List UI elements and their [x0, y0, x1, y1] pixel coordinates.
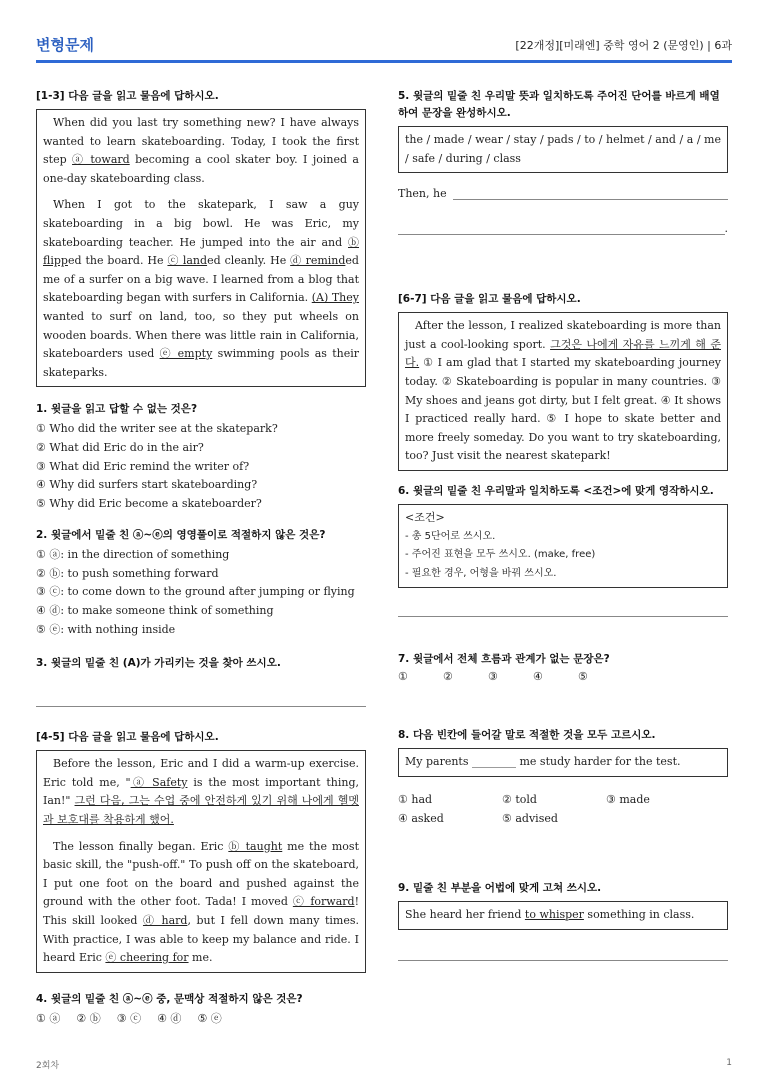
- conditions-title: <조건>: [405, 510, 445, 524]
- sentence-box-8: My parents ________ me study harder for the test.: [398, 748, 728, 777]
- underline-9: to whisper: [524, 908, 584, 922]
- passage-2-para-1: Before the lesson, Eric and I did a warm-up exercise. Eric told me, "ⓐ Safety is the most important thing, Ian!" 그런 다음, 그는 수업 중에 안전하게 있기 위해 나에게 헬멧과 보호대를 착용하게 했어.: [43, 757, 359, 827]
- underline-A: (A) They: [311, 291, 359, 305]
- question-6: 6. 윗글의 밑줄 친 우리말과 일치하도록 <조건>에 맞게 영작하시오.: [398, 484, 714, 497]
- underline-c: ⓒ forward: [292, 895, 355, 909]
- page-title: 변형문제: [36, 36, 94, 54]
- option[interactable]: ②: [443, 670, 453, 684]
- answer-line-5b[interactable]: [398, 220, 725, 235]
- condition: - 총 5단어로 쓰시오.: [405, 530, 496, 542]
- right-column: [398, 88, 728, 961]
- section-heading-1-3: [1-3] 다음 글을 읽고 물음에 답하시오.: [36, 90, 219, 102]
- option[interactable]: ④ Why did surfers start skateboarding?: [36, 478, 258, 492]
- option[interactable]: ⑤: [578, 670, 588, 684]
- question-4-options: [36, 1010, 366, 1029]
- header-divider: [36, 60, 732, 63]
- underline-a: ⓐ toward: [72, 153, 130, 167]
- footer-round: 2회차: [36, 1061, 60, 1071]
- course-info: [22개정][미래엔] 중학 영어 2 (문영인) | 6과: [515, 39, 732, 52]
- question-2: 2. 윗글에서 밑줄 친 ⓐ~ⓔ의 영영풀이로 적절하지 않은 것은?: [36, 529, 326, 542]
- question-8: 8. 다음 빈칸에 들어갈 말로 적절한 것을 모두 고르시오.: [398, 729, 656, 742]
- option[interactable]: ① ⓐ: [36, 1011, 61, 1025]
- question-9: 9. 밑줄 친 부분을 어법에 맞게 고쳐 쓰시오.: [398, 882, 602, 895]
- passage-1-para-1: When did you last try something new? I have always wanted to learn skateboarding. Today, I took the first step ⓐ toward becoming a cool skater boy. I joined a one-day skateboarding class.: [43, 116, 359, 185]
- answer-line-3[interactable]: [36, 672, 366, 707]
- conditions-box: [398, 504, 728, 588]
- left-column: [36, 88, 366, 1028]
- question-1: 1. 윗글을 읽고 답할 수 없는 것은?: [36, 403, 198, 416]
- question-7-options: [398, 670, 728, 683]
- option[interactable]: ③: [488, 670, 498, 684]
- option[interactable]: ④ ⓓ: [157, 1011, 182, 1025]
- passage-1-para-2: When I got to the skatepark, I saw a guy skateboarding in a big bowl. He was Eric, my skateboarding teacher. He jumped into the air and ⓑ flipped the board. He ⓒ landed cleanly. He ⓓ reminded me of a surfer on a big wave. I learned from a blog that skateboarding began with surfers in California. (A) They wanted to surf on land, too, so they put wheels on wooden boards. When there was little rain in California, skateboarders used ⓔ empty swimming pools as their skateparks.: [43, 198, 359, 379]
- answer-row-5: Then, he: [398, 185, 728, 200]
- question-2-options: [36, 546, 366, 639]
- option[interactable]: ② ⓑ: to push something forward: [36, 566, 219, 580]
- option[interactable]: ① Who did the writer see at the skatepark?: [36, 422, 278, 436]
- condition: - 주어진 표현을 모두 쓰시오. (make, free): [405, 549, 596, 561]
- answer-line-9[interactable]: [398, 930, 728, 961]
- word-bank-5: the / made / wear / stay / pads / to / helmet / and / a / me / safe / during / class: [398, 126, 728, 173]
- underline-a: ⓐ Safety: [130, 775, 188, 789]
- answer-line-5a[interactable]: [453, 185, 728, 200]
- passage-2: [36, 750, 366, 973]
- passage-3: [398, 312, 728, 471]
- option[interactable]: ⑤ ⓔ: with nothing inside: [36, 622, 176, 636]
- option[interactable]: ⑤ advised: [502, 811, 558, 825]
- question-4: 4. 윗글의 밑줄 친 ⓐ~ⓔ 중, 문맥상 적절하지 않은 것은?: [36, 992, 303, 1005]
- underline-e: ⓔ empty: [159, 347, 213, 361]
- answer-line-6[interactable]: [398, 588, 728, 617]
- question-1-options: [36, 420, 366, 513]
- option[interactable]: ② ⓑ: [76, 1011, 101, 1025]
- underline-e: ⓔ cheering for: [105, 951, 189, 965]
- option[interactable]: ② told: [502, 792, 537, 806]
- underline-b: ⓑ taught: [228, 839, 283, 853]
- underline-korean: 그런 다음, 그는 수업 중에 안전하게 있기 위해 나에게 헬멧과 보호대를 착용하게 했어.: [43, 794, 359, 827]
- passage-1: [36, 109, 366, 387]
- option[interactable]: ③ made: [606, 792, 650, 806]
- underline-d: ⓓ hard: [142, 914, 188, 927]
- option[interactable]: ④ asked: [398, 811, 444, 825]
- question-3: 3. 윗글의 밑줄 친 (A)가 가리키는 것을 찾아 쓰시오.: [36, 657, 281, 670]
- option[interactable]: ③ ⓒ: [116, 1011, 142, 1025]
- option[interactable]: ①: [398, 670, 408, 684]
- sentence-box-9: She heard her friend to whisper something in class.: [398, 901, 728, 930]
- question-5: 5. 윗글의 밑줄 친 우리말 뜻과 일치하도록 주어진 단어를 바르게 배열하여 문장을 완성하시오.: [398, 90, 720, 119]
- condition: - 필요한 경우, 어형을 바꿔 쓰시오.: [405, 567, 557, 579]
- answer-row-5b: .: [398, 220, 728, 235]
- option[interactable]: ⑤ Why did Eric become a skateboarder?: [36, 496, 262, 510]
- question-7: 7. 윗글에서 전체 흐름과 관계가 없는 문장은?: [398, 653, 610, 666]
- page-number: 1: [726, 1058, 732, 1068]
- option[interactable]: ① had: [398, 792, 433, 806]
- passage-3-para: After the lesson, I realized skateboarding is more than just a cool-looking sport. 그것은 나에게 자유를 느끼게 해 준다. ① I am glad that I started my skateboarding journey today. ② Skateboarding is popular in many countries. ③ My shoes and jeans got dirty, but I felt great. ④ It shows I practiced really hard. ⑤ I hope to skate better and more freely someday. Do you want to try skateboarding, too? Just visit the nearest skatepark!: [405, 319, 721, 463]
- section-heading-4-5: [4-5] 다음 글을 읽고 물음에 답하시오.: [36, 731, 219, 744]
- option[interactable]: ④ ⓓ: to make someone think of something: [36, 604, 274, 618]
- passage-2-para-2: The lesson finally began. Eric ⓑ taught me the most basic skill, the "push-off." To push off on the skateboard, I put one foot on the board and pushed against the ground with the other foot. Tada! I moved ⓒ forward! This skill looked ⓓ hard, but I fell down many times. With practice, I was able to keep my balance and ride. I heard Eric ⓔ cheering for me.: [43, 839, 359, 965]
- section-heading-6-7: [6-7] 다음 글을 읽고 물음에 답하시오.: [398, 293, 581, 306]
- option[interactable]: ② What did Eric do in the air?: [36, 440, 204, 454]
- underline-b: ⓑ flipp: [43, 235, 359, 268]
- question-8-options: [398, 791, 728, 828]
- option[interactable]: ③ ⓒ: to come down to the ground after jumping or flying: [36, 585, 355, 599]
- underline-d: ⓓ remind: [290, 254, 346, 268]
- option[interactable]: ⑤ ⓔ: [197, 1011, 222, 1025]
- option[interactable]: ④: [533, 670, 543, 684]
- option[interactable]: ③ What did Eric remind the writer of?: [36, 459, 250, 473]
- underline-c: ⓒ land: [167, 254, 208, 268]
- underline-korean: 그것은 나에게 자유를 느끼게 해 준다.: [405, 337, 721, 370]
- option[interactable]: ① ⓐ: in the direction of something: [36, 548, 230, 562]
